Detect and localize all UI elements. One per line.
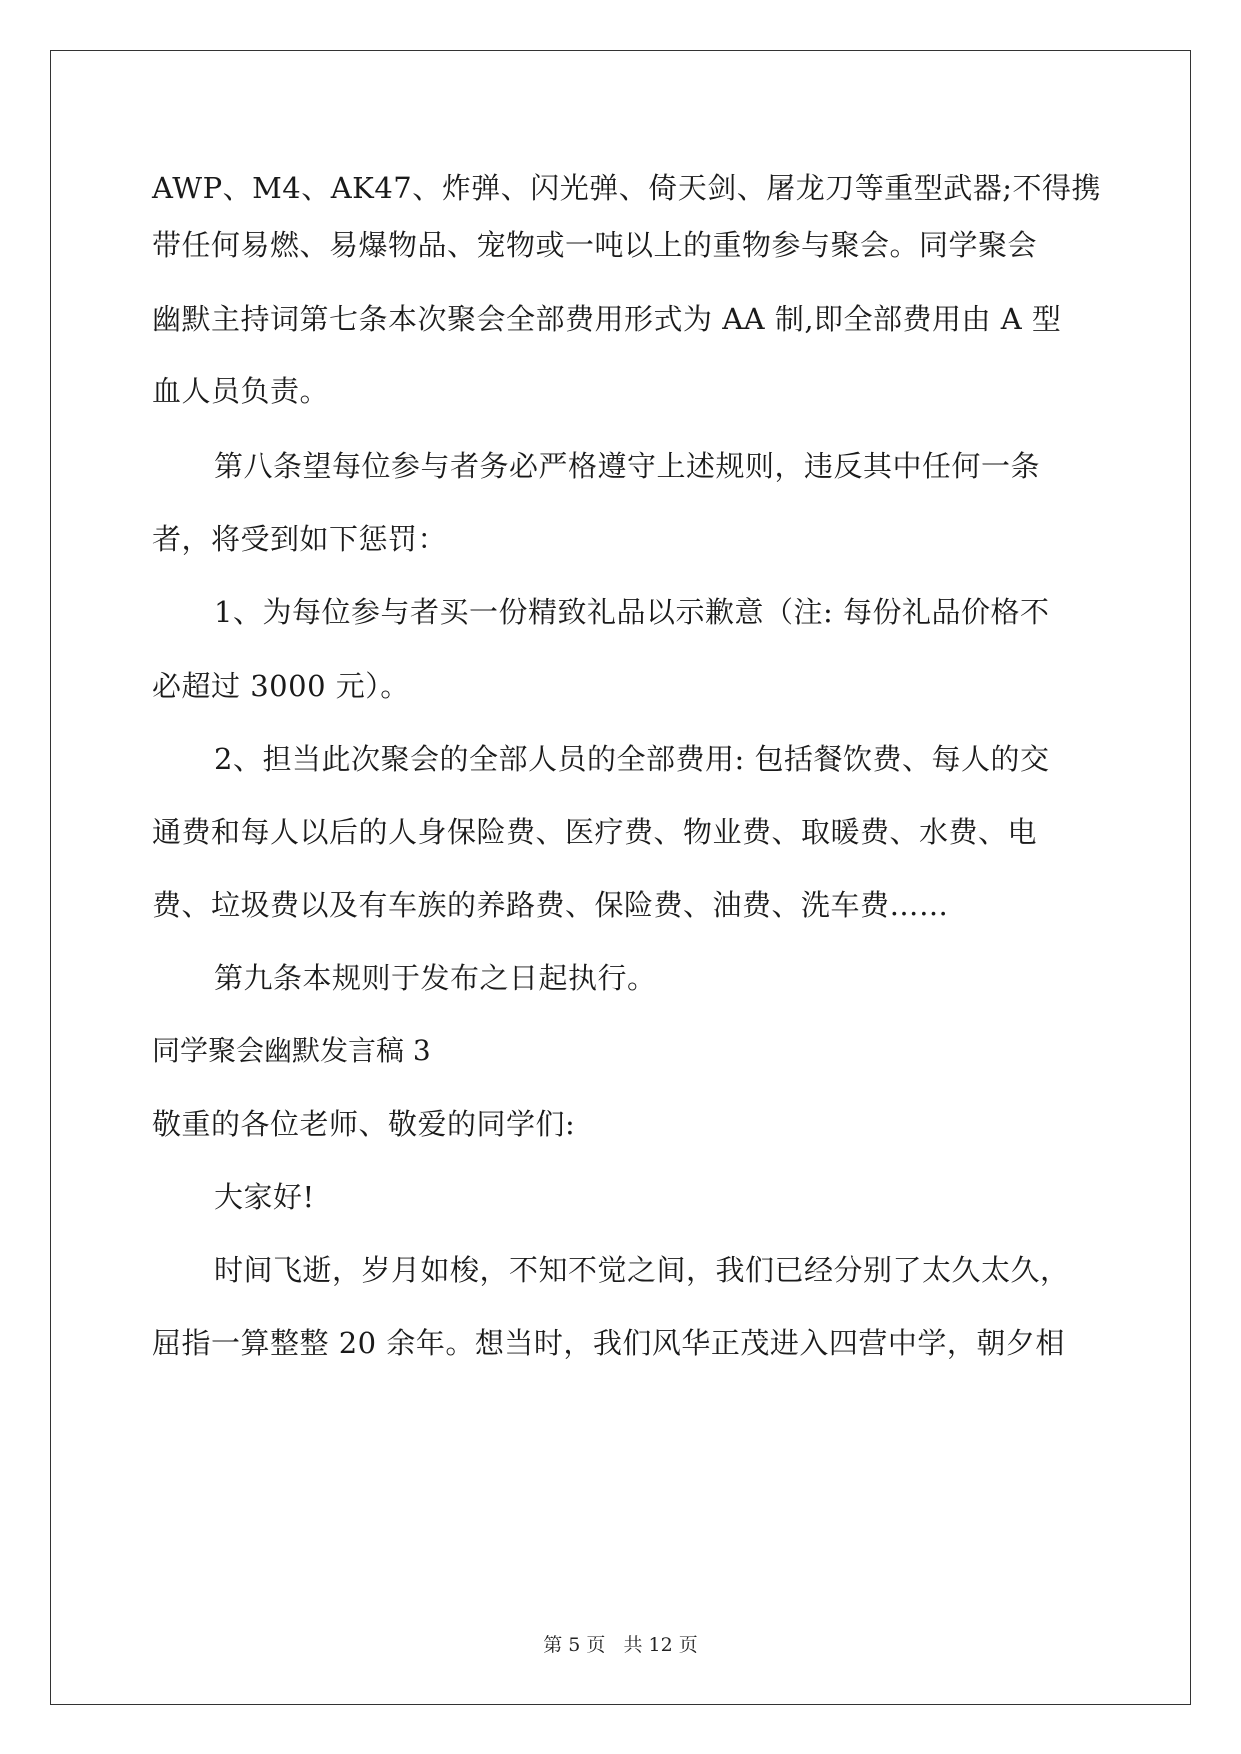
body-line: 必超过 3000 元）。 [152,669,410,703]
body-line: 幽默主持词第七条本次聚会全部费用形式为 AA 制,即全部费用由 A 型 [152,302,1062,336]
body-line: 第八条望每位参与者务必严格遵守上述规则，违反其中任何一条 [214,449,1041,483]
body-line: 带任何易燃、易爆物品、宠物或一吨以上的重物参与聚会。同学聚会 [152,228,1038,262]
page-number: 第 5 页 [543,1634,606,1656]
body-line: 时间飞逝，岁月如梭，不知不觉之间，我们已经分别了太久太久， [214,1253,1070,1287]
body-line: 者，将受到如下惩罚： [152,522,448,556]
body-line: 屈指一算整整 20 余年。想当时，我们风华正茂进入四营中学，朝夕相 [152,1326,1065,1360]
page-footer [0,1632,1241,1658]
body-line: 费、垃圾费以及有车族的养路费、保险费、油费、洗车费…… [152,888,949,922]
body-line: 2、担当此次聚会的全部人员的全部费用: 包括餐饮费、每人的交 [214,742,1050,776]
body-line: 1、为每位参与者买一份精致礼品以示歉意（注: 每份礼品价格不 [214,595,1050,629]
salutation: 敬重的各位老师、敬爱的同学们: [152,1107,576,1141]
greeting: 大家好! [214,1180,315,1214]
page-total: 共 12 页 [623,1634,698,1656]
body-line: AWP、M4、AK47、炸弹、闪光弹、倚天剑、屠龙刀等重型武器;不得携 [152,171,1102,205]
body-line: 通费和每人以后的人身保险费、医疗费、物业费、取暖费、水费、电 [152,815,1038,849]
body-line: 血人员负责。 [152,374,330,408]
body-line: 第九条本规则于发布之日起执行。 [214,961,657,995]
section-heading: 同学聚会幽默发言稿 3 [152,1034,431,1067]
